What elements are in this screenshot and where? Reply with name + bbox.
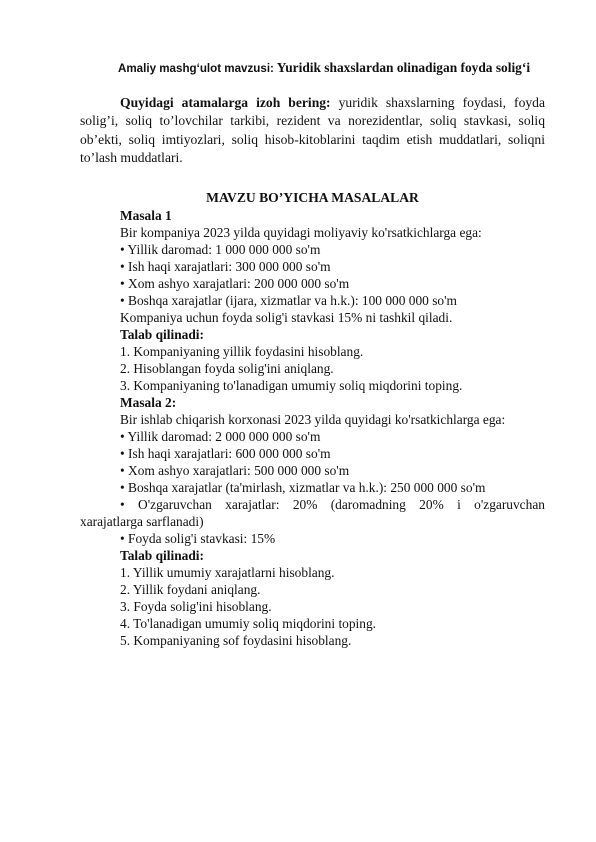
problem2-task: 4. To'lanadigan umumiy soliq miqdorini toping. <box>120 616 377 631</box>
problem2-item: • Yillik daromad: 2 000 000 000 so'm <box>120 429 321 444</box>
problem2-item: • Boshqa xarajatlar (ta'mirlash, xizmatlar va h.k.): 250 000 000 so'm <box>120 480 486 495</box>
problem1-intro: Bir kompaniya 2023 yilda quyidagi moliyaviy ko'rsatkichlarga ega: <box>120 225 482 240</box>
title-topic: Yuridik shaxslardan olinadigan foyda solig‘i <box>276 60 531 75</box>
problem1-task: 3. Kompaniyaning to'lanadigan umumiy soliq miqdorini toping. <box>120 378 463 393</box>
problem2-item: • Xom ashyo xarajatlari: 500 000 000 so'm <box>120 463 350 478</box>
problem2-tax-rate: • Foyda solig'i stavkasi: 15% <box>120 531 276 546</box>
problem1-note: Kompaniya uchun foyda solig'i stavkasi 15% ni tashkil qiladi. <box>120 310 453 325</box>
justified-word: (daromadning <box>330 497 406 512</box>
problem1-heading: Masala 1 <box>120 208 172 223</box>
problem1-item: • Ish haqi xarajatlari: 300 000 000 so'm <box>120 259 331 274</box>
problem2-task: 5. Kompaniyaning sof foydasini hisoblang. <box>120 633 352 648</box>
problem2-task: 2. Yillik foydani aniqlang. <box>120 582 261 597</box>
problem2-variable-line-cont: xarajatlarga sarflanadi) <box>80 514 204 529</box>
title-lead: Amaliy mashg‘ulot mavzusi: <box>118 62 274 75</box>
problem1-item: • Xom ashyo xarajatlari: 200 000 000 so'm <box>120 276 350 291</box>
justified-word: o'zgaruvchan <box>474 497 545 512</box>
justified-word: • <box>120 497 125 512</box>
justified-word: i <box>457 497 461 512</box>
problem2-task: 1. Yillik umumiy xarajatlarni hisoblang. <box>120 565 335 580</box>
section-heading: MAVZU BO’YICHA MASALALAR <box>206 190 419 205</box>
justified-word: 20% <box>292 497 318 512</box>
problem1-task: 1. Kompaniyaning yillik foydasini hisoblang. <box>120 344 364 359</box>
problem1-item: • Boshqa xarajatlar (ijara, xizmatlar va h.k.): 100 000 000 so'm <box>120 293 457 308</box>
problem2-task: 3. Foyda solig'ini hisoblang. <box>120 599 272 614</box>
problems-body <box>80 207 545 649</box>
problem2-item: • Ish haqi xarajatlari: 600 000 000 so'm <box>120 446 331 461</box>
justified-word: 20% <box>419 497 444 512</box>
problem1-required-label: Talab qilinadi: <box>120 327 204 342</box>
problem2-required-label: Talab qilinadi: <box>120 548 204 563</box>
problem1-task: 2. Hisoblangan foyda solig'ini aniqlang. <box>120 361 334 376</box>
justified-word: O'zgaruvchan <box>138 497 212 512</box>
problem2-heading: Masala 2: <box>120 395 177 410</box>
problem2-variable-line <box>80 496 545 513</box>
page-title <box>118 60 588 76</box>
intro-lead: Quyidagi atamalarga izoh bering: <box>120 95 331 110</box>
intro-text: yuridik shaxslarning foydasi, foyda solig’i, soliq to’lovchilar tarkibi, rezident va norezidentlar, soliq stavkasi, soliq ob’ekti, soliq imtiyozlari, soliq hisob-kitoblarini taqdim etish muddatlari, soliqni to’lash muddatlari. <box>80 95 546 166</box>
justified-word: xarajatlar: <box>225 497 280 512</box>
problem2-intro: Bir ishlab chiqarish korxonasi 2023 yilda quyidagi ko'rsatkichlarga ega: <box>120 412 506 427</box>
intro-paragraph <box>80 94 545 168</box>
problem1-item: • Yillik daromad: 1 000 000 000 so'm <box>120 242 321 257</box>
